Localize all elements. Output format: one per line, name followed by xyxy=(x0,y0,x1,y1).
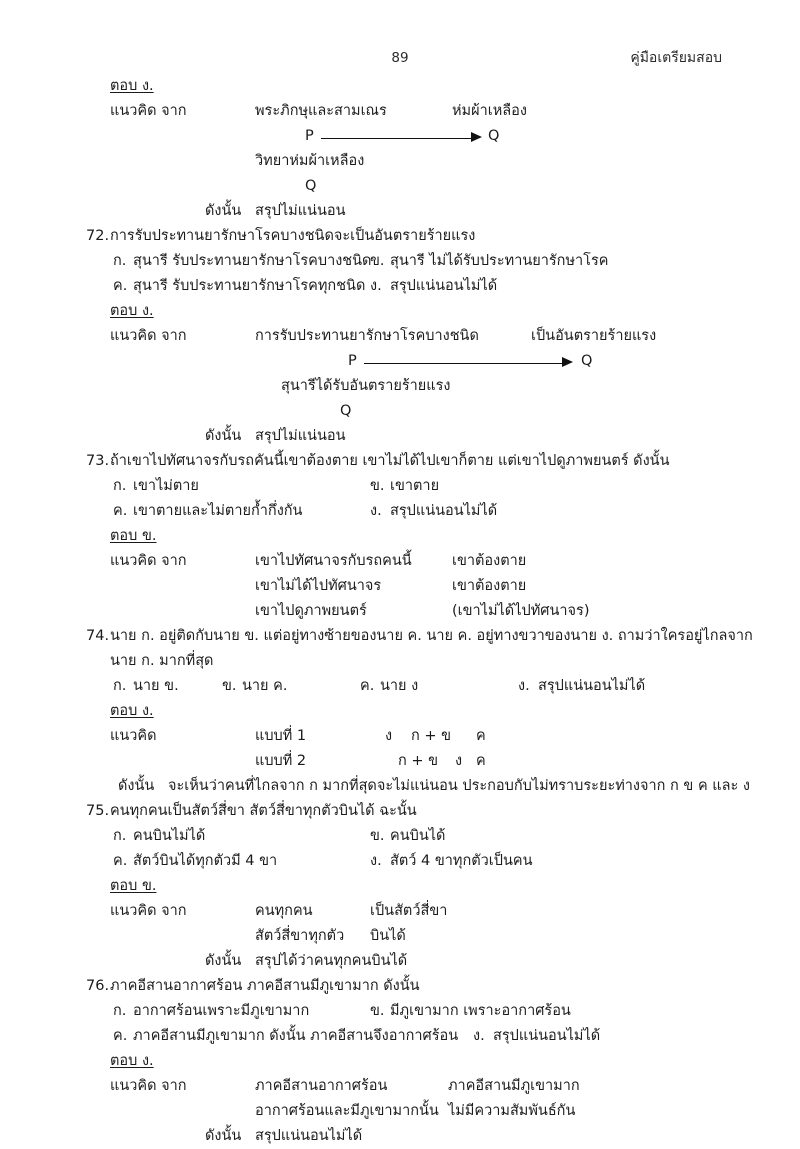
q73-stem: ถ้าเขาไปทัศนาจรกับรถคันนี้เขาต้องตาย เขาไม่ได้ไปเขาก็ตาย แต่เขาไปดูภาพยนตร์ ดังนั้น xyxy=(110,453,670,469)
q76-idea-row-2 xyxy=(0,1099,800,1124)
q71-therefore: ดังนั้น xyxy=(205,203,242,219)
q75-premise-2-right: บินได้ xyxy=(370,928,406,944)
q75-number: 75. xyxy=(86,803,110,819)
q75-answer: ตอบ ข. xyxy=(110,878,157,894)
q74-number: 74. xyxy=(86,628,110,644)
q72-arrow-head-icon xyxy=(562,357,573,367)
q75-stem-line xyxy=(0,799,800,824)
q72-idea-label: แนวคิด จาก xyxy=(110,328,187,344)
q73-premise-3-left: เขาไปดูภาพยนตร์ xyxy=(255,603,367,619)
q75-premise-1-left: คนทุกคน xyxy=(255,903,313,919)
q71-implication-arrow-row xyxy=(0,124,800,149)
q74-stem-line-1 xyxy=(0,624,800,649)
q75-answer-line xyxy=(0,874,800,899)
q74-choice-b-key: ข. xyxy=(222,678,237,694)
q72-choice-row-2 xyxy=(0,274,800,299)
q73-premise-2-left: เขาไม่ได้ไปทัศนาจร xyxy=(255,578,382,594)
q76-premise-1-right: ภาคอีสานมีภูเขามาก xyxy=(448,1078,580,1094)
q76-therefore: ดังนั้น xyxy=(205,1128,242,1144)
q76-conclusion-line xyxy=(0,1124,800,1149)
q72-stem-line xyxy=(0,224,800,249)
q75-choice-row-1 xyxy=(0,824,800,849)
q72-implication-arrow-row xyxy=(0,349,800,374)
q76-conclusion: สรุปแน่นอนไม่ได้ xyxy=(255,1128,363,1144)
q76-idea-label: แนวคิด จาก xyxy=(110,1078,187,1094)
q76-choice-c-key: ค. xyxy=(113,1028,128,1044)
q75-therefore: ดังนั้น xyxy=(205,953,242,969)
q74-choice-c-key: ค. xyxy=(360,678,375,694)
q76-premise-2-left: อากาศร้อนและมีภูเขามากนั้น xyxy=(255,1103,439,1119)
q74-stem-part-1: นาย ก. อยู่ติดกับนาย ข. แต่อยู่ทางซ้ายของนาย ค. นาย ค. อยู่ทางขวาของนาย ง. ถามว่าใครอยู่ไกลจาก xyxy=(110,628,753,644)
q76-choice-row-2 xyxy=(0,1024,800,1049)
q76-stem: ภาคอีสานอากาศร้อน ภาคอีสานมีภูเขามาก ดังนั้น xyxy=(110,978,420,994)
q73-premise-1-right: เขาต้องตาย xyxy=(452,553,527,569)
book-title-header: คู่มือเตรียมสอบ xyxy=(630,50,722,66)
q72-number: 72. xyxy=(86,228,110,244)
q72-premise-right: เป็นอันตรายร้ายแรง xyxy=(531,328,657,344)
q73-number: 73. xyxy=(86,453,110,469)
q76-choice-c-text: ภาคอีสานมีภูเขามาก ดังนั้น ภาคอีสานจึงอากาศร้อน xyxy=(133,1028,459,1044)
q74-pattern-2-label: แบบที่ 2 xyxy=(255,753,307,769)
q73-choice-c-key: ค. xyxy=(113,503,128,519)
q74-answer-line xyxy=(0,699,800,724)
q76-choice-b-text: มีภูเขามาก เพราะอากาศร้อน xyxy=(390,1003,571,1019)
page-body xyxy=(0,74,800,1149)
q72-choice-a-key: ก. xyxy=(113,253,127,269)
q74-choice-c-text: นาย ง xyxy=(380,678,419,694)
q74-pattern-2-item-3: ค xyxy=(476,753,486,769)
q74-choice-a-key: ก. xyxy=(113,678,127,694)
q72-choice-d-key: ง. xyxy=(370,278,382,294)
q71-arrow-shaft xyxy=(321,138,473,139)
q72-symbol-p: P xyxy=(348,353,357,369)
q72-choice-b-text: สุนารี ไม่ได้รับประทานยารักษาโรค xyxy=(390,253,609,269)
q72-idea-line xyxy=(0,324,800,349)
q76-number: 76. xyxy=(86,978,110,994)
q74-pattern-1-label: แบบที่ 1 xyxy=(255,728,307,744)
q74-therefore: ดังนั้น xyxy=(118,778,155,794)
q73-choice-b-text: เขาตาย xyxy=(390,478,440,494)
q73-idea-row-3 xyxy=(0,599,800,624)
q71-answer: ตอบ ง. xyxy=(110,78,154,94)
q74-choice-a-text: นาย ข. xyxy=(133,678,179,694)
q73-choice-b-key: ข. xyxy=(370,478,385,494)
q74-answer: ตอบ ง. xyxy=(110,703,154,719)
q74-pattern-2-item-1: ก + ข xyxy=(398,753,439,769)
q74-pattern-2-item-2: ง xyxy=(455,753,463,769)
q72-premise-left: การรับประทานยารักษาโรคบางชนิด xyxy=(255,328,479,344)
q74-choice-d-text: สรุปแน่นอนไม่ได้ xyxy=(538,678,646,694)
q73-choice-row-2 xyxy=(0,499,800,524)
q71-answer-line xyxy=(0,74,800,99)
q74-conclusion: จะเห็นว่าคนที่ไกลจาก ก มากที่สุดจะไม่แน่นอน ประกอบกับไม่ทราบระยะท่างจาก ก ข ค และ ง xyxy=(168,778,750,794)
q71-second-symbol: Q xyxy=(305,178,317,194)
q71-premise-left: พระภิกษุและสามเณร xyxy=(255,103,387,119)
q74-stem-part-2: นาย ก. มากที่สุด xyxy=(110,653,214,669)
q74-choice-d-key: ง. xyxy=(518,678,530,694)
q73-answer-line xyxy=(0,524,800,549)
q75-choice-d-key: ง. xyxy=(370,853,382,869)
q74-idea-label: แนวคิด xyxy=(110,728,157,744)
q74-choice-b-text: นาย ค. xyxy=(242,678,288,694)
q72-conclusion: สรุปไม่แน่นอน xyxy=(255,428,346,444)
q75-idea-row-2 xyxy=(0,924,800,949)
q76-stem-line xyxy=(0,974,800,999)
q71-conclusion-line xyxy=(0,199,800,224)
q76-choice-a-text: อากาศร้อนเพราะมีภูเขามาก xyxy=(133,1003,310,1019)
q73-choice-row-1 xyxy=(0,474,800,499)
q72-choice-c-key: ค. xyxy=(113,278,128,294)
q76-premise-1-left: ภาคอีสานอากาศร้อน xyxy=(255,1078,388,1094)
q75-choice-c-text: สัตว์บินได้ทุกตัวมี 4 ขา xyxy=(133,853,278,869)
q75-choice-d-text: สัตว์ 4 ขาทุกตัวเป็นคน xyxy=(390,853,533,869)
q71-second-symbol-line xyxy=(0,174,800,199)
q75-conclusion-line xyxy=(0,949,800,974)
q72-conclusion-line xyxy=(0,424,800,449)
q74-pattern-1-item-2: ก + ข xyxy=(411,728,452,744)
q75-idea-label: แนวคิด จาก xyxy=(110,903,187,919)
page-number: 89 xyxy=(391,50,409,66)
q75-premise-1-right: เป็นสัตว์สี่ขา xyxy=(370,903,448,919)
q74-conclusion-line xyxy=(0,774,800,799)
q75-stem: คนทุกคนเป็นสัตว์สี่ขา สัตว์สี่ขาทุกตัวบินได้ ฉะนั้น xyxy=(110,803,417,819)
q72-second-premise: สุนารีได้รับอันตรายร้ายแรง xyxy=(281,378,451,394)
q75-choice-row-2 xyxy=(0,849,800,874)
q72-symbol-q: Q xyxy=(581,353,593,369)
q73-premise-1-left: เขาไปทัศนาจรกับรถคนนี้ xyxy=(255,553,412,569)
q72-choice-c-text: สุนารี รับประทานยารักษาโรคทุกชนิด xyxy=(133,278,366,294)
q73-choice-c-text: เขาตายและไม่ตายก้ำกึ่งกัน xyxy=(133,503,303,519)
q75-choice-b-text: คนบินได้ xyxy=(390,828,446,844)
q72-therefore: ดังนั้น xyxy=(205,428,242,444)
q71-premise-right: ห่มผ้าเหลือง xyxy=(452,103,527,119)
q72-answer-line xyxy=(0,299,800,324)
q75-conclusion: สรุปได้ว่าคนทุกคนบินได้ xyxy=(255,953,408,969)
q71-second-premise-line xyxy=(0,149,800,174)
q73-premise-3-right: (เขาไม่ได้ไปทัศนาจร) xyxy=(452,603,590,619)
q74-pattern-1-item-1: ง xyxy=(385,728,393,744)
q72-second-symbol-line xyxy=(0,399,800,424)
q74-pattern-row-2 xyxy=(0,749,800,774)
q75-choice-b-key: ข. xyxy=(370,828,385,844)
q76-answer-line xyxy=(0,1049,800,1074)
q75-choice-a-key: ก. xyxy=(113,828,127,844)
q75-choice-a-text: คนบินไม่ได้ xyxy=(133,828,206,844)
q73-choice-d-key: ง. xyxy=(370,503,382,519)
q76-choice-b-key: ข. xyxy=(370,1003,385,1019)
q72-answer: ตอบ ง. xyxy=(110,303,154,319)
q76-choice-d-key: ง. xyxy=(473,1028,485,1044)
q76-premise-2-right: ไม่มีความสัมพันธ์กัน xyxy=(448,1103,576,1119)
q74-pattern-1-item-3: ค xyxy=(476,728,486,744)
q71-second-premise: วิทยาห่มผ้าเหลือง xyxy=(255,153,365,169)
running-head xyxy=(0,48,800,70)
q73-choice-a-key: ก. xyxy=(113,478,127,494)
q71-symbol-p: P xyxy=(305,128,314,144)
q75-idea-row-1 xyxy=(0,899,800,924)
q72-choice-row-1 xyxy=(0,249,800,274)
q73-idea-row-2 xyxy=(0,574,800,599)
q71-idea-line xyxy=(0,99,800,124)
q72-second-symbol: Q xyxy=(340,403,352,419)
q76-choice-d-text: สรุปแน่นอนไม่ได้ xyxy=(493,1028,601,1044)
q72-choice-a-text: สุนารี รับประทานยารักษาโรคบางชนิด xyxy=(133,253,372,269)
q72-stem: การรับประทานยารักษาโรคบางชนิดจะเป็นอันตรายร้ายแรง xyxy=(110,228,476,244)
q73-stem-line xyxy=(0,449,800,474)
q73-premise-2-right: เขาต้องตาย xyxy=(452,578,527,594)
q72-choice-d-text: สรุปแน่นอนไม่ได้ xyxy=(390,278,498,294)
q76-choice-a-key: ก. xyxy=(113,1003,127,1019)
q73-choice-d-text: สรุปแน่นอนไม่ได้ xyxy=(390,503,498,519)
q72-choice-b-key: ข. xyxy=(370,253,385,269)
q71-arrow-head-icon xyxy=(471,132,482,142)
q76-answer: ตอบ ง. xyxy=(110,1053,154,1069)
q73-answer: ตอบ ข. xyxy=(110,528,157,544)
q74-choice-row xyxy=(0,674,800,699)
q73-choice-a-text: เขาไม่ตาย xyxy=(133,478,199,494)
q72-second-premise-line xyxy=(0,374,800,399)
q71-idea-label: แนวคิด จาก xyxy=(110,103,187,119)
q71-symbol-q: Q xyxy=(488,128,500,144)
q76-idea-row-1 xyxy=(0,1074,800,1099)
q75-choice-c-key: ค. xyxy=(113,853,128,869)
q75-premise-2-left: สัตว์สี่ขาทุกตัว xyxy=(255,928,345,944)
q71-conclusion: สรุปไม่แน่นอน xyxy=(255,203,346,219)
q74-stem-line-2 xyxy=(0,649,800,674)
q73-idea-label: แนวคิด จาก xyxy=(110,553,187,569)
q72-arrow-shaft xyxy=(364,363,564,364)
q76-choice-row-1 xyxy=(0,999,800,1024)
q74-pattern-row-1 xyxy=(0,724,800,749)
q73-idea-row-1 xyxy=(0,549,800,574)
